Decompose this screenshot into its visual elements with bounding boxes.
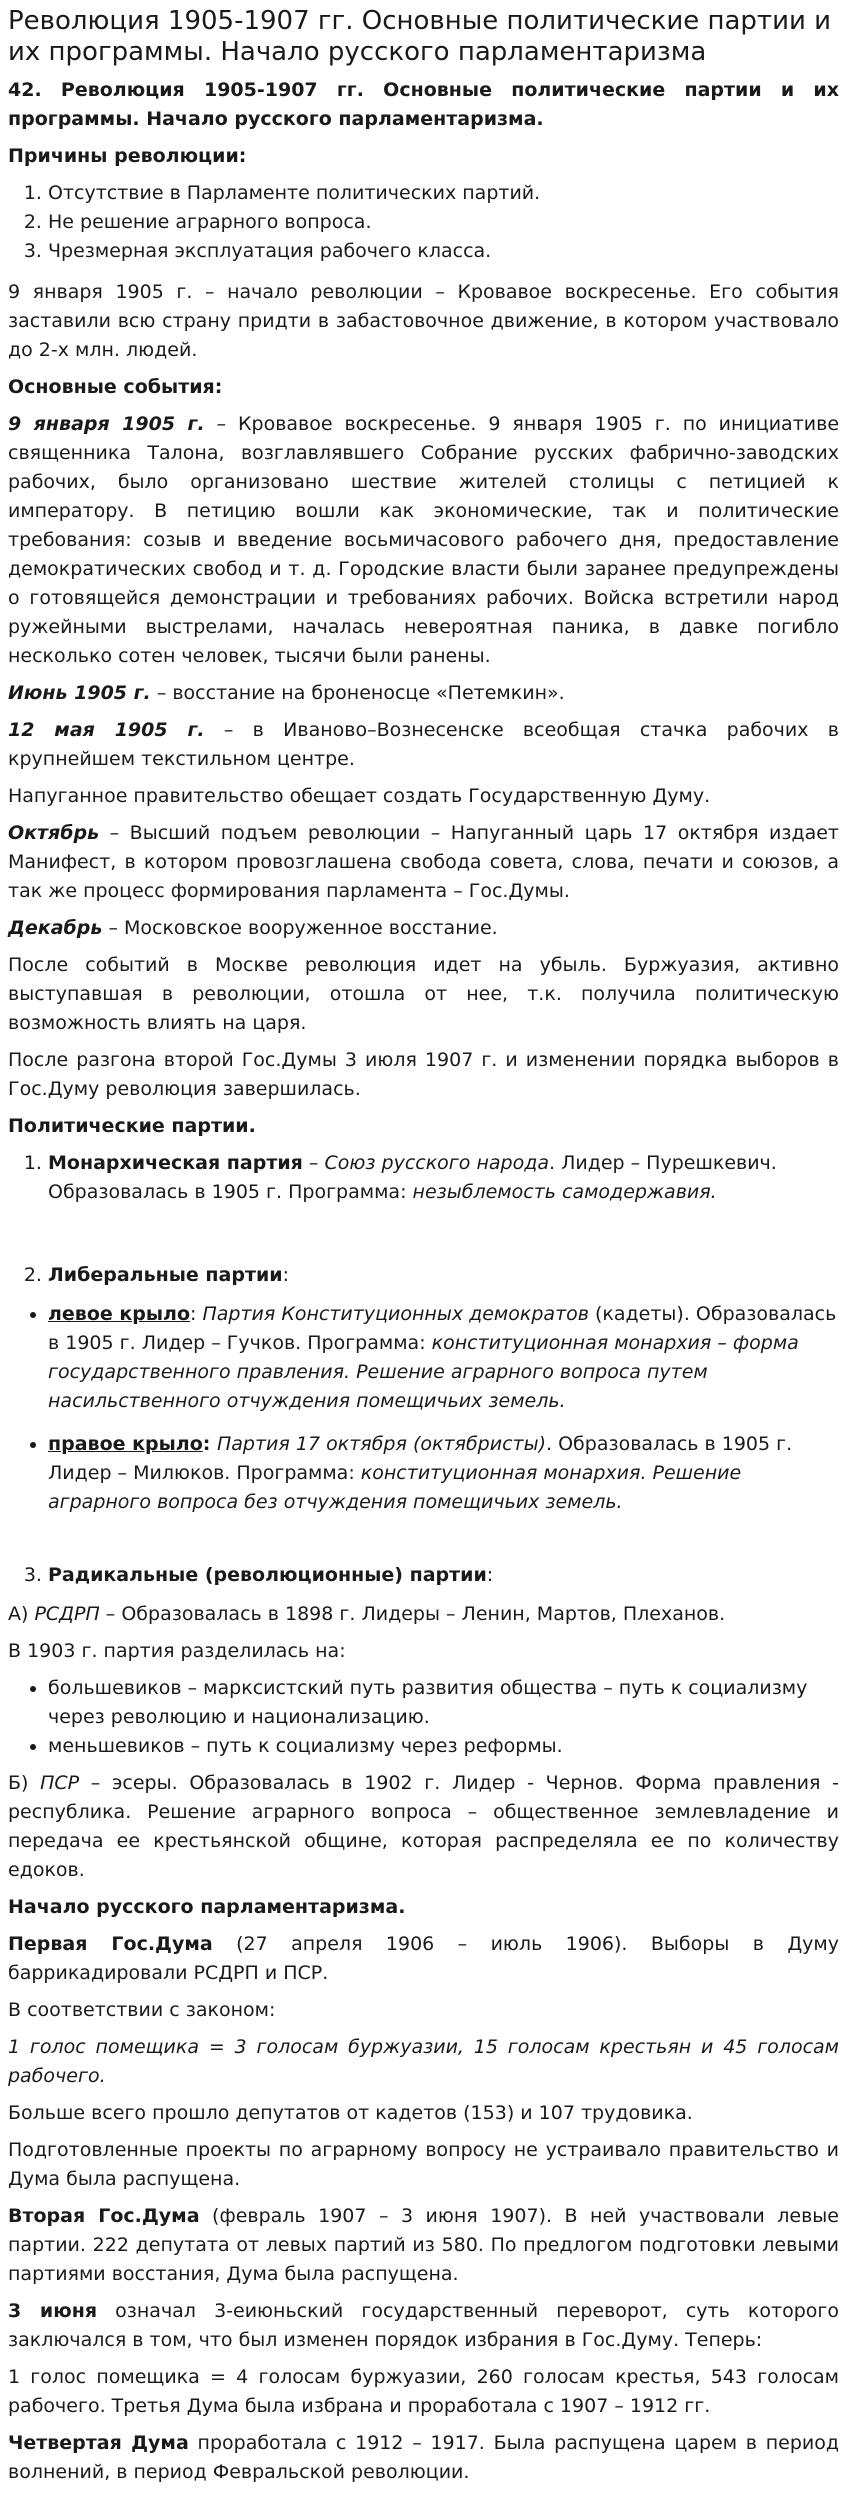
radical-list (8, 1561, 839, 1590)
parties-heading: Политические партии. (8, 1115, 256, 1137)
party-abbr: ПСР (40, 1772, 80, 1794)
event-date: 9 января 1905 г. (8, 413, 205, 435)
spacer (8, 1525, 839, 1561)
duma-text: проработала с 1912 – 1917. Была распущена царем в период волнений, в период Февральской революции. (8, 2432, 839, 2483)
duma-name: 3 июня (8, 2300, 98, 2322)
fourth-duma-paragraph (8, 2429, 839, 2487)
liberal-wings-list (8, 1300, 839, 1517)
event-text: – Высший подъем революции – Напуганный царь 17 октября издает Манифест, в котором провозглашена свобода совета, слова, печати и союзов, а так же процесс формирования парламента – Гос.Думы. (8, 822, 839, 902)
duma-promise-paragraph: Напуганное правительство обещает создать Государственную Думу. (8, 785, 711, 807)
party-union: Союз русского народа (324, 1152, 549, 1174)
duma-text: означал 3-еиюньский государственный переворот, суть которого заключался в том, что был изменен порядок избрания в Гос.Думу. Теперь: (8, 2300, 839, 2351)
parliament-heading: Начало русского парламентаризма. (8, 1896, 406, 1918)
party-colon: : (282, 1264, 290, 1286)
page-title: Революция 1905-1907 гг. Основные политические партии и их программы. Начало русского парламентаризма (8, 6, 832, 67)
votes-paragraph: 1 голос помещика = 3 голосам буржуазии, 15 голосам крестьян и 45 голосам рабочего. (8, 2036, 839, 2087)
wing-name: правое крыло (48, 1433, 203, 1455)
wing-program: конституционная монархия. Решение аграрного вопроса без отчуждения помещичьих земель. (48, 1462, 742, 1513)
duma-name: Первая Гос.Дума (8, 1933, 213, 1955)
party-text: – эсеры. Образовалась в 1902 г. Лидер - Чернов. Форма правления - республика. Решение аграрного вопроса – общественное землевладение и передача ее крестьянской общине, которая распределяла ее по количеству едоков. (8, 1772, 839, 1881)
wing-text: (кадеты). Образовалась в 1905 г. Лидер – Гучков. Программа: (48, 1303, 837, 1354)
event-text: – в Иваново–Вознесенске всеобщая стачка рабочих в крупнейшем текстильном центре. (8, 719, 839, 770)
party-dash: – (302, 1152, 325, 1174)
wing-program: конституционная монархия – форма государственного правления. Решение аграрного вопроса путем насильственного отчуждения помещичьих земель. (48, 1332, 799, 1412)
party-colon: : (486, 1564, 494, 1586)
wing-party: Партия Конституционных демократов (202, 1303, 589, 1325)
revolution-start-paragraph: 9 января 1905 г. – начало революции – Кровавое воскресенье. Его события заставили всю страну придти в забастовочное движение, в котором участвовало до 2-х млн. людей. (8, 281, 839, 361)
event-may12 (8, 716, 839, 774)
wing-colon: : (202, 1433, 217, 1455)
wing-name: левое крыло (48, 1303, 191, 1325)
section-heading: 42. Революция 1905-1907 гг. Основные политические партии и их программы. Начало русского парламентаризма. (8, 79, 839, 130)
rsdrp-paragraph (8, 1600, 839, 1629)
event-date: 12 мая 1905 г. (8, 719, 205, 741)
party-text: – Образовалась в 1898 г. Лидеры – Ленин, Мартов, Плеханов. (99, 1603, 726, 1625)
revolution-end-paragraph: После разгона второй Гос.Думы 3 июля 1907 г. и изменении порядка выборов в Гос.Думу революция завершилась. (8, 1049, 839, 1100)
event-december (8, 914, 839, 943)
monarchist-list (8, 1149, 839, 1207)
faction-item: • большевиков – марксистский путь развития общества – путь к социализму через революцию и национализацию. (48, 1674, 839, 1732)
monarchist-party-item (48, 1149, 839, 1207)
party-name: Монархическая партия (48, 1152, 303, 1174)
left-wing-item (48, 1300, 839, 1416)
causes-heading: Причины революции: (8, 145, 247, 167)
duma-text: (февраль 1907 – 3 июня 1907). В ней участвовали левые партии. 222 депутата от левых партий из 580. По предлогом подготовки левыми партиями восстания, Дума была распущена. (8, 2205, 839, 2285)
factions-list (8, 1674, 839, 1761)
event-date: Декабрь (8, 917, 103, 939)
second-duma-paragraph (8, 2202, 839, 2289)
party-text: . Лидер – Пурешкевич. Образовалась в 1905 г. Программа: (48, 1152, 777, 1203)
item-prefix: Б) (8, 1772, 41, 1794)
split-paragraph: В 1903 г. партия разделилась на: (8, 1640, 346, 1662)
wing-text: . Образовалась в 1905 г. Лидер – Милюков. Программа: (48, 1433, 793, 1484)
right-wing-item (48, 1430, 839, 1517)
wing-colon: : (190, 1303, 203, 1325)
cause-item: 2. Не решение аграрного вопроса. (48, 208, 839, 237)
duma-name: Четвертая Дума (8, 2432, 189, 2454)
party-program: незыблемость самодержавия. (412, 1181, 717, 1203)
event-date: Октябрь (8, 822, 100, 844)
event-text: – Московское вооруженное восстание. (102, 917, 498, 939)
party-name: Либеральные партии (48, 1264, 283, 1286)
event-text: – восстание на броненосце «Петемкин». (150, 682, 565, 704)
most-deputies-paragraph: Больше всего прошло депутатов от кадетов (153) и 107 трудовика. (8, 2102, 693, 2124)
duma-text: (27 апреля 1906 – июль 1906). Выборы в Думу баррикадировали РСДРП и ПСР. (8, 1933, 839, 1984)
event-october (8, 819, 839, 906)
agrarian-paragraph: Подготовленные проекты по аграрному вопросу не устраивало правительство и Дума была распущена. (8, 2139, 839, 2190)
votes2-paragraph: 1 голос помещика = 4 голосам буржуазии, 260 голосам крестья, 543 голосам рабочего. Третья Дума была избрана и проработала с 1907 – 1912 гг. (8, 2366, 839, 2417)
item-prefix: А) (8, 1603, 35, 1625)
event-text: – Кровавое воскресенье. 9 января 1905 г. по инициативе священника Талона, возглавлявшего Собрание русских фабрично-заводских рабочих, было организовано шествие жителей столицы с петицией к императору. В петицию вошли как экономические, так и политические требования: созыв и введение восьмичасового рабочего дня, предоставление демократических свобод и т. д. Городские власти были заранее предупреждены о готовящейся демонстрации и требованиях рабочих. Войска встретили народ ружейными выстрелами, началась невероятная паника, в давке погибло несколько сотен человек, тысячи были ранены. (8, 413, 840, 667)
wing-party: Партия 17 октября (октябристы) (217, 1433, 547, 1455)
first-duma-paragraph (8, 1930, 839, 1988)
party-abbr: РСДРП (34, 1603, 100, 1625)
duma-name: Вторая Гос.Дума (8, 2205, 200, 2227)
event-date: Июнь 1905 г. (8, 682, 151, 704)
radical-party-item (48, 1561, 839, 1590)
cause-item: 1. Отсутствие в Парламенте политических партий. (48, 179, 839, 208)
event-june (8, 679, 839, 708)
liberal-list (8, 1261, 839, 1290)
after-events-paragraph: После событий в Москве революция идет на убыль. Буржуазия, активно выступавшая в революции, отошла от нее, т.к. получила политическую возможность влиять на царя. (8, 954, 839, 1034)
cause-item: 3. Чрезмерная эксплуатация рабочего класса. (48, 237, 839, 266)
party-name: Радикальные (революционные) партии (48, 1564, 487, 1586)
law-paragraph: В соответствии с законом: (8, 1999, 276, 2021)
events-heading: Основные события: (8, 376, 223, 398)
faction-item: • меньшевиков – путь к социализму через реформы. (48, 1732, 839, 1761)
spacer (8, 1217, 839, 1261)
psr-paragraph (8, 1769, 839, 1885)
liberal-party-item (48, 1261, 839, 1290)
june3-paragraph (8, 2297, 839, 2355)
event-jan9 (8, 410, 839, 671)
causes-list (8, 179, 839, 266)
